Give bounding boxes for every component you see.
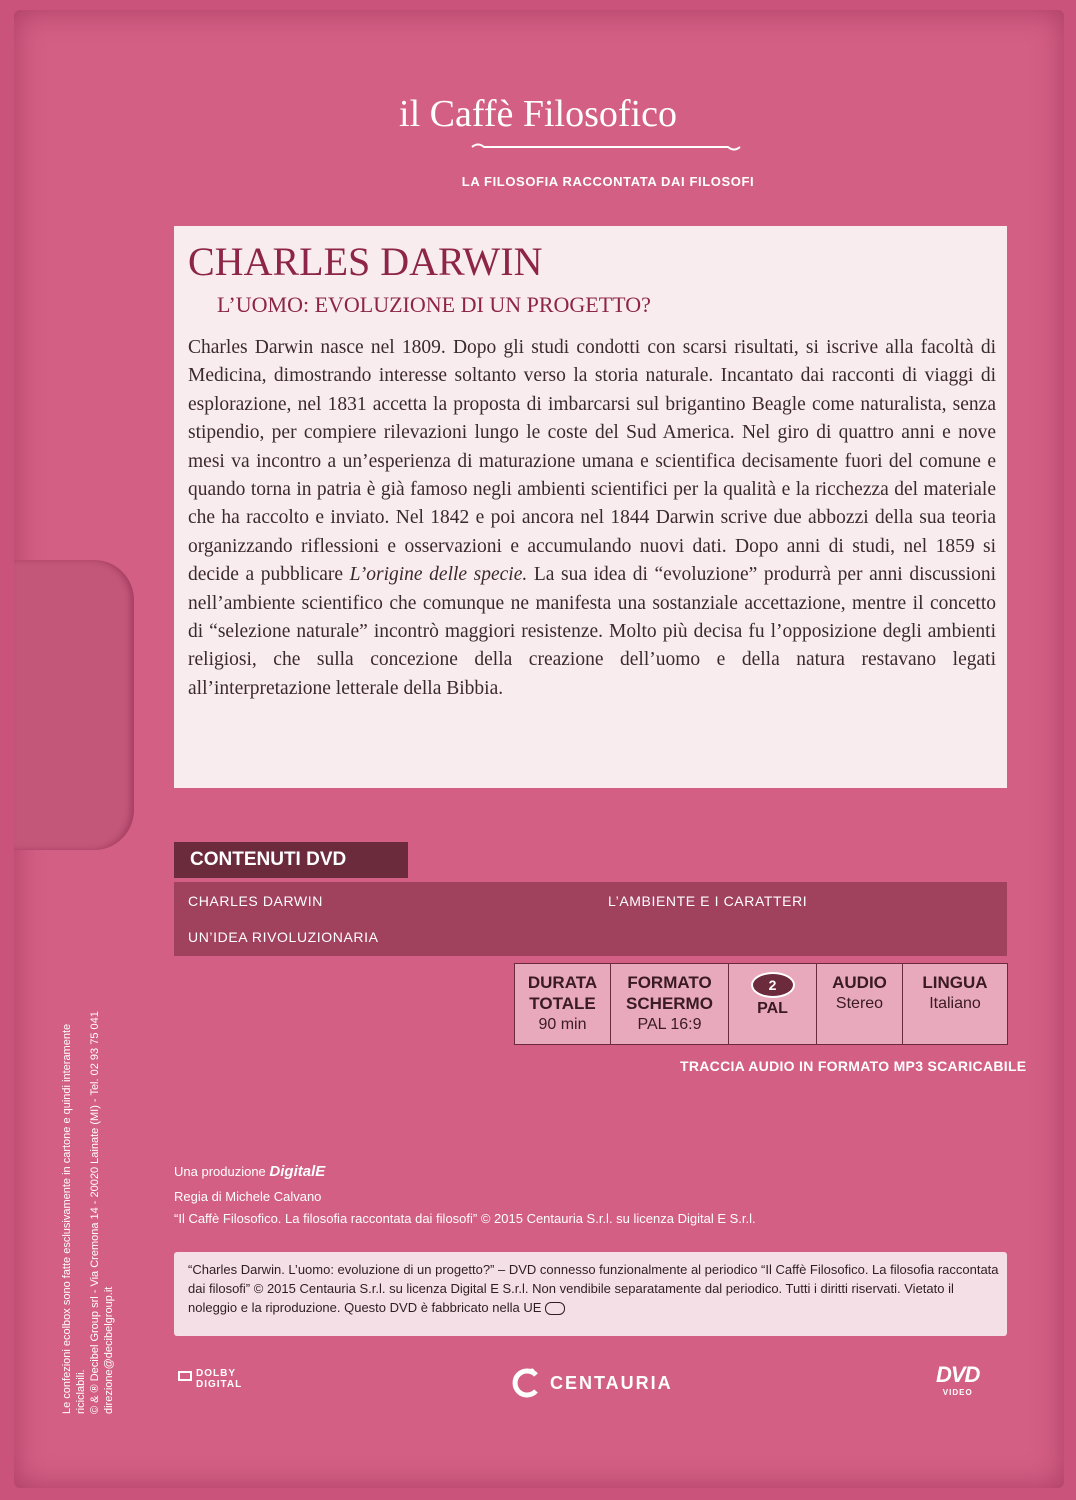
dvd-sub: VIDEO xyxy=(942,1388,973,1397)
synopsis-book-title: L’origine delle specie. xyxy=(349,564,528,586)
spec-region xyxy=(729,964,817,1044)
contents-item: CHARLES DARWIN xyxy=(188,893,323,909)
side-note-line: © & ® Decibel Group srl - Via Cremona 14 - 20020 Lainate (MI) - Tel. 02 93 75 041 xyxy=(89,1011,101,1414)
spec-value: Italiano xyxy=(929,995,981,1012)
synopsis-body xyxy=(188,334,996,703)
synopsis-subtitle: L’UOMO: EVOLUZIONE DI UN PROGETTO? xyxy=(217,292,651,317)
spec-label: DURATA TOTALE xyxy=(527,973,598,1013)
centauria-text: CENTAURIA xyxy=(550,1372,673,1393)
dolby-logo xyxy=(196,1368,242,1390)
legal-body: “Charles Darwin. L’uomo: evoluzione di un progetto?” – DVD connesso funzionalmente al periodico “Il Caffè Filosofico. La filosofia raccontata dai filosofi” © 2015 Centauria S.r.l. su licenza Digital E S.r.l. Non vendibile separatamente dal periodico. Tutti i diritti riservati. Vietato il noleggio e la riproduzione. Questo DVD è fabbricato nella UE xyxy=(188,1262,999,1315)
spec-language xyxy=(903,964,1007,1044)
contents-item: L’AMBIENTE E I CARATTERI xyxy=(608,893,808,909)
dolby-sub: DIGITAL xyxy=(196,1379,243,1390)
production-prefix: Una produzione xyxy=(174,1164,266,1179)
spec-format xyxy=(611,964,729,1044)
region-globe-icon xyxy=(751,972,795,998)
dvd-video-logo xyxy=(936,1362,979,1397)
spec-label: LINGUA xyxy=(922,973,988,992)
contents-heading: CONTENUTI DVD xyxy=(174,842,408,878)
dolby-label: DOLBY xyxy=(196,1368,236,1379)
side-legal-note xyxy=(60,994,116,1414)
dvd-label: DVD xyxy=(936,1362,980,1387)
case-thumb-notch xyxy=(14,560,134,850)
synopsis-body-part1: Charles Darwin nasce nel 1809. Dopo gli studi condotti con scarsi risultati, si iscrive alla facoltà di Medicina, dimostrando interesse soltanto verso la storia naturale. Incantato dai racconti di viaggi di esplorazione, nel 1831 accetta la proposta di imbarcarsi sul brigantino Beagle come naturalista, senza stipendio, per compiere rilevazioni lungo le coste del Sud America. Nel giro di quattro anni e nove mesi va incontro a un’esperienza di maturazione umana e scientifica decisamente fuori del comune e quando torna in patria è già famoso negli ambienti scientifici per la qualità e la ricchezza del materiale che ha raccolto e inviato. Nel 1842 e poi ancora nel 1844 Darwin scrive due abbozzi della sua teoria organizzando riflessioni e osservazioni e accumulando nuovi dati. Dopo anni di studi, nel 1859 si decide a pubblicare xyxy=(188,337,996,586)
brand-title: il Caffè Filosofico xyxy=(399,93,677,135)
dolby-icon xyxy=(178,1371,192,1381)
specs-table xyxy=(514,963,1008,1045)
side-note-line: Le confezioni ecolbox sono fatte esclusivamente in cartone e quindi interamente riciclabili. xyxy=(61,1023,87,1414)
spec-value: PAL 16:9 xyxy=(637,1016,702,1033)
spec-value: PAL xyxy=(757,1000,788,1017)
ornamental-rule xyxy=(468,142,744,152)
centauria-logo xyxy=(508,1365,673,1401)
spec-label: AUDIO xyxy=(832,973,887,992)
spec-value: Stereo xyxy=(835,995,884,1012)
spec-value: 90 min xyxy=(538,1016,587,1033)
director-credit: Regia di Michele Calvano xyxy=(174,1189,322,1204)
legal-text xyxy=(188,1260,1002,1317)
spec-label: FORMATO SCHERMO xyxy=(626,973,713,1013)
mp3-note: TRACCIA AUDIO IN FORMATO MP3 SCARICABILE xyxy=(680,1058,1027,1074)
eu-ce-icon xyxy=(545,1302,565,1315)
synopsis-body-part2: La sua idea di “evoluzione” produrrà per anni discussioni nell’ambiente scientifico che comunque ne manifesta una sostanziale accettazione, mentre il concetto di “selezione naturale” incontrò maggiori resistenze. Molto più decisa fu l’opposizione degli ambienti religiosi, che sulla concezione della creazione dell’uomo e della natura restavano legati all’interpretazione letterale della Bibbia. xyxy=(188,564,996,699)
spec-duration xyxy=(515,964,611,1044)
synopsis-title: CHARLES DARWIN xyxy=(188,239,543,284)
centauria-mark-icon xyxy=(508,1365,544,1401)
tagline: LA FILOSOFIA RACCONTATA DAI FILOSOFI xyxy=(461,174,755,189)
region-number: 2 xyxy=(768,977,777,993)
side-note-line: direzione@decibelgroup.it xyxy=(103,1286,115,1414)
digitale-logo: DigitalE xyxy=(269,1163,326,1180)
production-credit xyxy=(174,1163,325,1180)
contents-item: UN’IDEA RIVOLUZIONARIA xyxy=(188,929,379,945)
copyright-line: “Il Caffè Filosofico. La filosofia raccontata dai filosofi” © 2015 Centauria S.r.l. su licenza Digital E S.r.l. xyxy=(174,1211,756,1226)
spec-audio xyxy=(817,964,903,1044)
